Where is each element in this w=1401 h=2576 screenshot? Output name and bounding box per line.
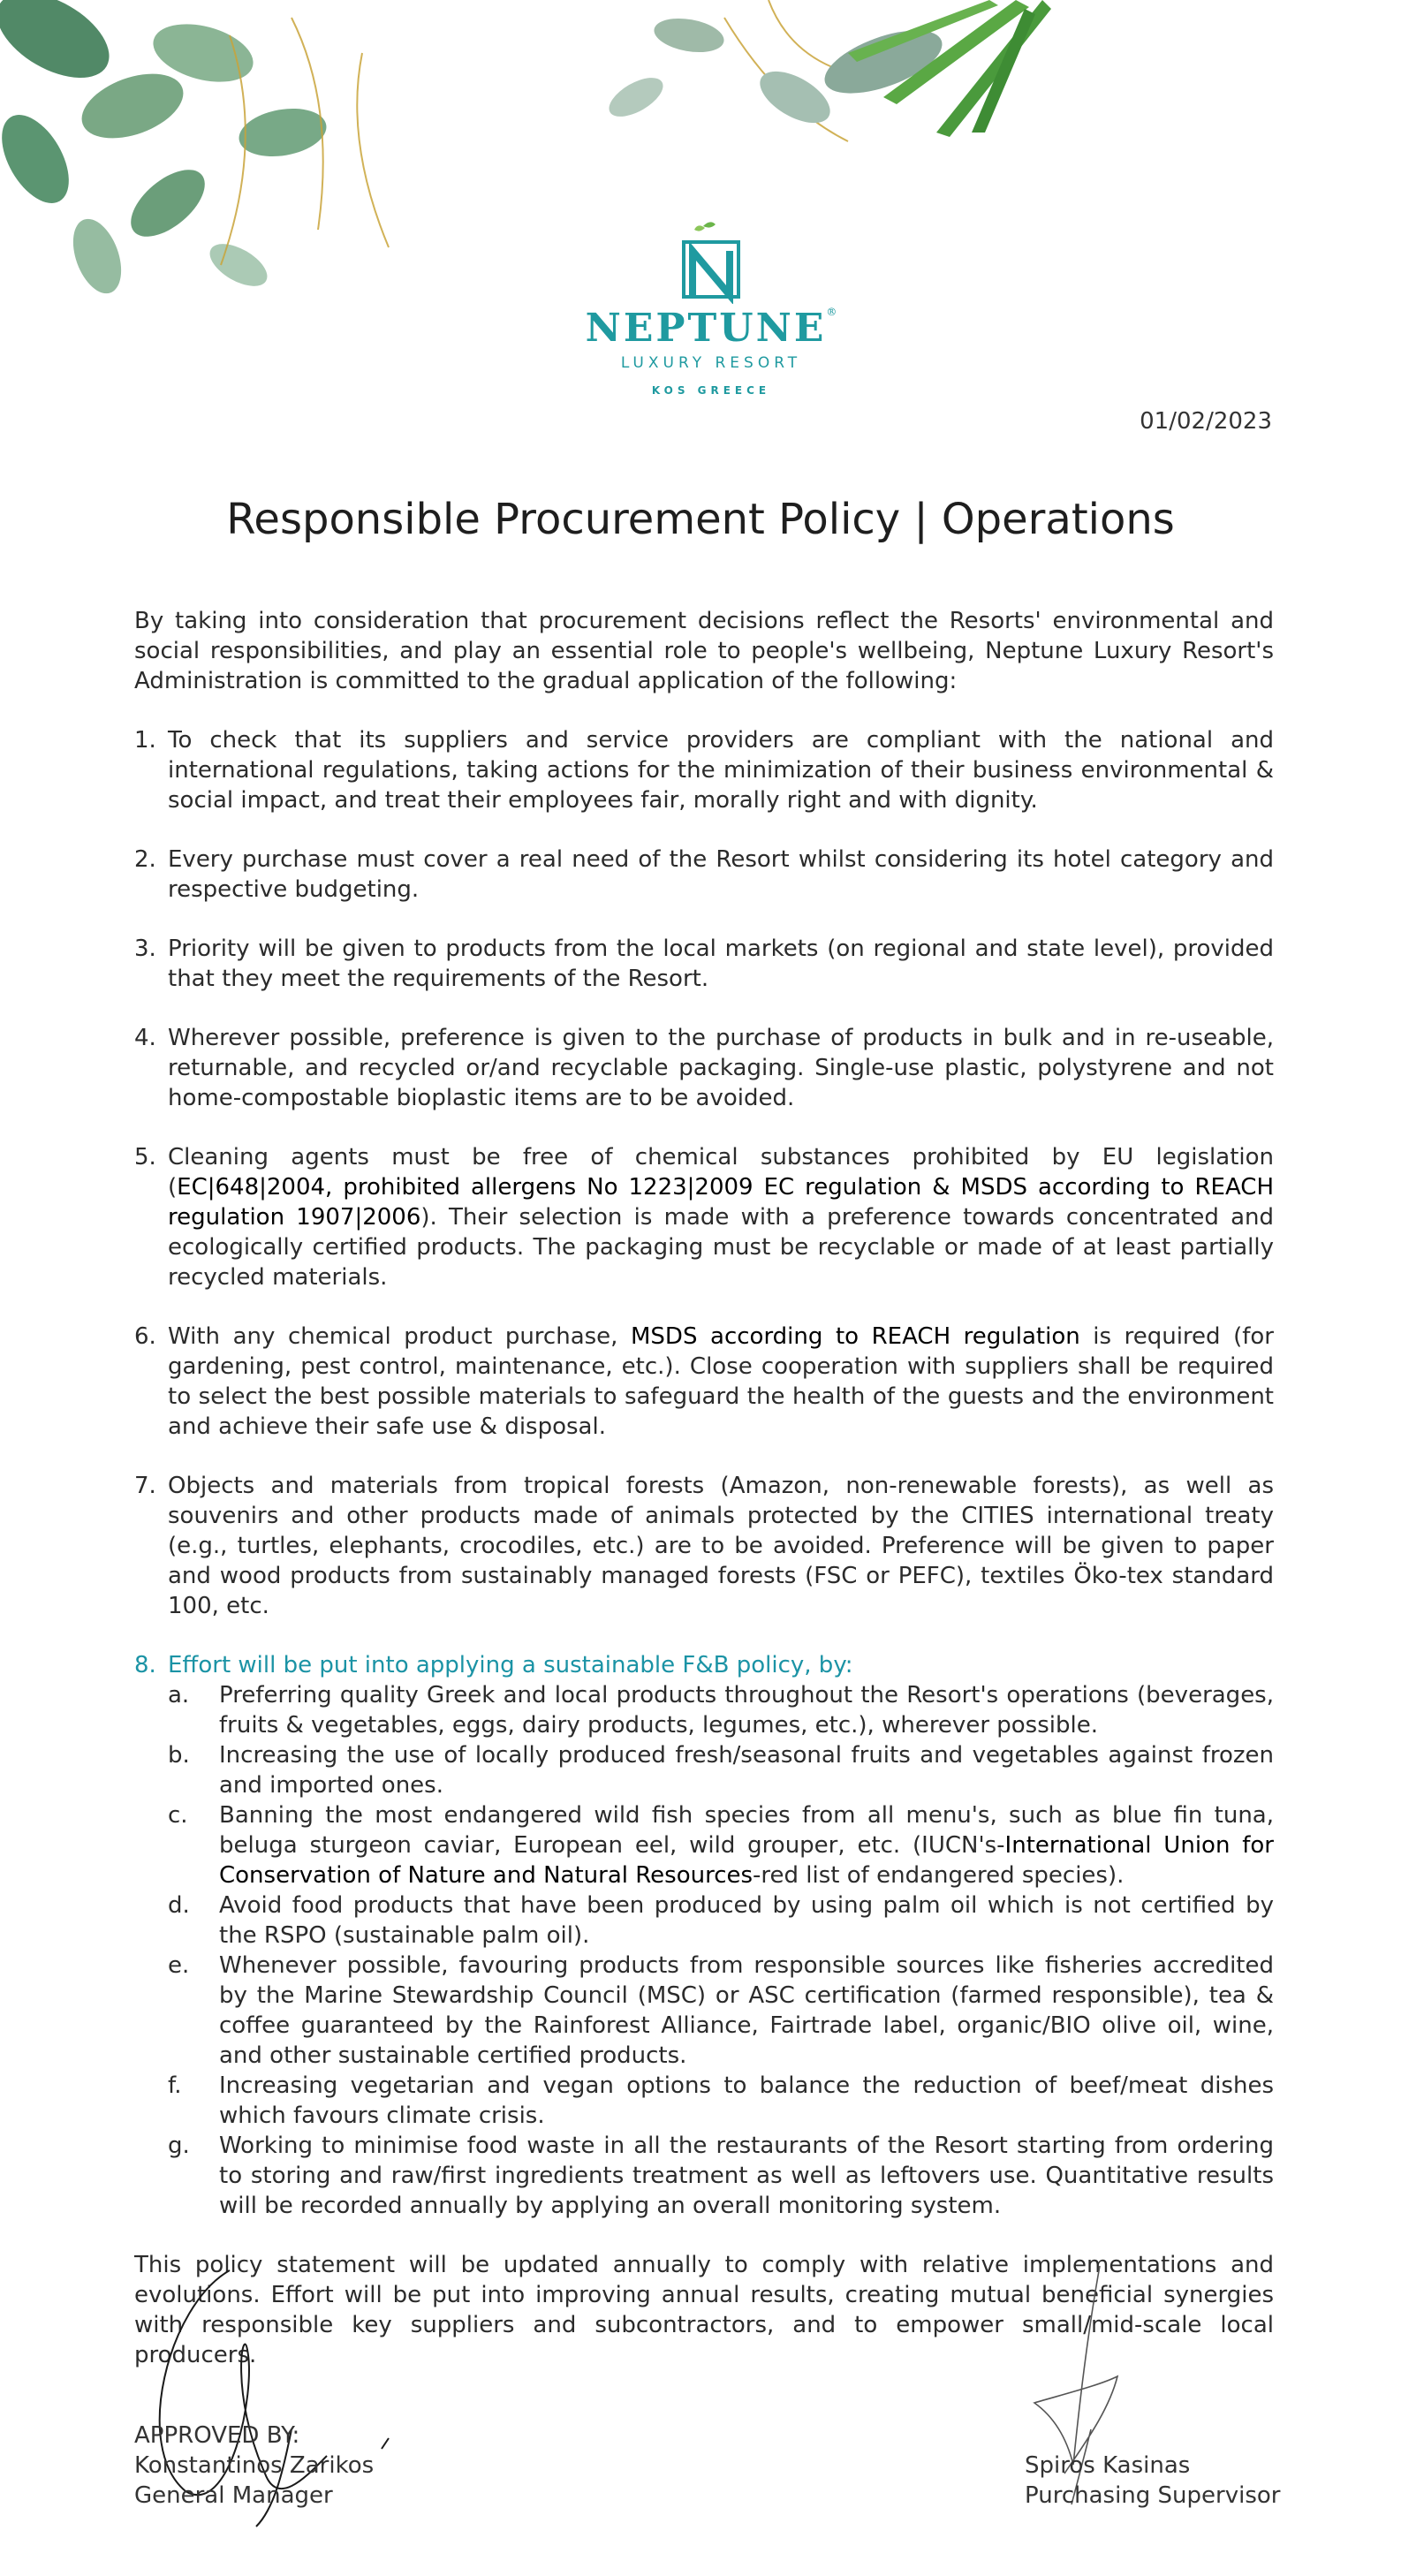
policy-item-text: Wherever possible, preference is given to the purchase of products in bulk and in re-useable, returnable, and recycled or/and recyclable packaging. Single-use plastic, polystyrene and not home-compostable bioplastic items are to be avoided. (168, 1025, 1274, 1111)
supervisor-role: Purchasing Supervisor (1025, 2482, 1281, 2509)
policy-item-6: 6. With any chemical product purchase, MSDS according to REACH regulation is required (for gardening, pest control, maintenance, etc.). Close cooperation with suppliers shall be required to select the best possible materials to safeguard the health of the guests and the environment and achieve their safe use & disposal. (134, 1323, 1274, 1440)
policy-item-8: 8. Effort will be put into applying a sustainable F&B policy, by: a. Preferring quality Greek and local products throughout the Resort's operations (beverages, fruits & vegetables, eggs, dairy products, legumes, etc.), wherever possible. b. Increasing the use of locally produced fresh/seasonal fruits and vegetables against frozen and imported ones. c. Banning the most endangered wild fish species from all menu's, such as blue fin tuna, beluga sturgeon caviar, European eel, wild grouper, etc. (IUCN's-International Union for Conservation of Nature and Natural Resources-red list of endangered species). d. Avoid food products that have been produced by using palm oil which is not certified by the RSPO (sustainable palm oil). e. Whenever possible, favouring products from responsible sources like fisheries accredited by the Marine Stewardship Council (MSC) or ASC certification (farmed responsible), tea & coffee guaranteed by the Rainforest Alliance, Fairtrade label, organic/BIO olive oil, wine, and other sustainable certified products. f. Increasing vegetarian and vegan options to balance the reduction of beef/meat dishes which favours climate crisis. g. Working to minimise food waste in all the restaurants of the Resort starting from ordering to storing and raw/first ingredients treatment as well as leftovers use. Quantitative results will be recorded annually by applying an overall monitoring system. (134, 1652, 1274, 2219)
closing-paragraph: This policy statement will be updated annually to comply with relative implementations and evolutions. Effort will be put into improving annual results, creating mutual beneficial synergies with responsible key suppliers and subcontractors, and to empower small/mid-scale local producers. (134, 2252, 1274, 2368)
policy-item-7: 7. Objects and materials from tropical forests (Amazon, non-renewable forests), as well as souvenirs and other products made of animals protected by the CITIES international treaty (e.g., turtles, elephants, crocodiles, etc.) are to be avoided. Preference will be given to paper and wood products from sustainably managed forests (FSC or PEFC), textiles Öko-tex standard 100, etc. (134, 1473, 1274, 1619)
fb-subitem-d: d. Avoid food products that have been produced by using palm oil which is not certified by the RSPO (sustainable palm oil). (168, 1892, 1274, 1949)
fb-policy-sublist (168, 1680, 1274, 2221)
fb-subitem-c: c. Banning the most endangered wild fish species from all menu's, such as blue fin tuna, beluga sturgeon caviar, European eel, wild grouper, etc. (IUCN's-International Union for Conservation of Nature and Natural Resources-red list of endangered species). (168, 1802, 1274, 1889)
policy-item-text: Priority will be given to products from the local markets (on regional and state level), provided that they meet the requirements of the Resort. (168, 936, 1274, 992)
iucn-reference: International Union for Conservation of Nature and Natural Resources (219, 1832, 1274, 1889)
fb-subitem-g: g. Working to minimise food waste in all the restaurants of the Resort starting from ordering to storing and raw/first ingredients treatment as well as leftovers use. Quantitative results will be recorded annually by applying an overall monitoring system. (168, 2133, 1274, 2219)
brand-subtitle: LUXURY RESORT (620, 354, 802, 372)
supervisor-name: Spiros Kasinas (1025, 2452, 1191, 2479)
policy-item-3: 3. Priority will be given to products from the local markets (on regional and state level), provided that they meet the requirements of the Resort. (134, 936, 1274, 992)
neptune-logo (565, 219, 857, 397)
neptune-n-icon (671, 219, 751, 304)
approver-block (134, 2421, 374, 2511)
policy-item-text: Every purchase must cover a real need of the Resort whilst considering its hotel category and respective budgeting. (168, 846, 1274, 903)
page-title: Responsible Procurement Policy | Operations (226, 495, 1175, 544)
policy-item-text: Objects and materials from tropical forests (Amazon, non-renewable forests), as well as souvenirs and other products made of animals protected by the CITIES international treaty (e.g., turtles, elephants, crocodiles, etc.) are to be avoided. Preference will be given to paper and wood products from sustainably managed forests (FSC or PEFC), textiles Öko-tex standard 100, etc. (168, 1473, 1274, 1619)
approved-by-label: APPROVED BY: (134, 2422, 300, 2449)
document-date: 01/02/2023 (1140, 408, 1272, 435)
regulation-reference: MSDS according to REACH regulation (631, 1323, 1080, 1350)
fb-subitem-b: b. Increasing the use of locally produced fresh/seasonal fruits and vegetables against frozen and imported ones. (168, 1742, 1274, 1799)
fb-subitem-f: f. Increasing vegetarian and vegan options to balance the reduction of beef/meat dishes which favours climate crisis. (168, 2072, 1274, 2129)
fb-subitem-a: a. Preferring quality Greek and local products throughout the Resort's operations (beverages, fruits & vegetables, eggs, dairy products, legumes, etc.), wherever possible. (168, 1682, 1274, 1739)
approver-role: General Manager (134, 2482, 333, 2509)
intro-paragraph: By taking into consideration that procurement decisions reflect the Resorts' environmental and social responsibilities, and play an essential role to people's wellbeing, Neptune Luxury Resort's Administration is committed to the gradual application of the following: (134, 608, 1274, 694)
brand-location: KOS GREECE (651, 384, 771, 397)
policy-item-2: 2. Every purchase must cover a real need of the Resort whilst considering its hotel category and respective budgeting. (134, 846, 1274, 903)
fb-subitem-e: e. Whenever possible, favouring products from responsible sources like fisheries accredited by the Marine Stewardship Council (MSC) or ASC certification (farmed responsible), tea & coffee guaranteed by the Rainforest Alliance, Fairtrade label, organic/BIO olive oil, wine, and other sustainable certified products. (168, 1952, 1274, 2069)
supervisor-block (1025, 2451, 1280, 2511)
policy-list (134, 725, 1274, 2221)
policy-item-1: 1. To check that its suppliers and service providers are compliant with the national and international regulations, taking actions for the minimization of their business environmental & social impact, and treat their employees fair, morally right and with dignity. (134, 727, 1274, 814)
policy-body (134, 606, 1274, 2370)
fb-policy-lead: Effort will be put into applying a sustainable F&B policy, by: (168, 1652, 853, 1678)
policy-item-5: 5. Cleaning agents must be free of chemical substances prohibited by EU legislation (EC|648|2004, prohibited allergens No 1223|2009 EC regulation & MSDS according to REACH regulation 1907|2006). Their selection is made with a preference towards concentrated and ecologically certified products. The packaging must be recyclable or made of at least partially recycled materials. (134, 1144, 1274, 1291)
policy-item-4: 4. Wherever possible, preference is given to the purchase of products in bulk and in re-useable, returnable, and recycled or/and recyclable packaging. Single-use plastic, polystyrene and not home-compostable bioplastic items are to be avoided. (134, 1025, 1274, 1111)
brand-name: NEPTUNE® (585, 306, 837, 351)
regulation-reference: EC|648|2004, prohibited allergens No 1223|2009 EC regulation & MSDS according to REACH regulation 1907|2006 (168, 1174, 1274, 1231)
approver-name: Konstantinos Zarikos (134, 2452, 375, 2479)
policy-item-text: To check that its suppliers and service providers are compliant with the national and international regulations, taking actions for the minimization of their business environmental & social impact, and treat their employees fair, morally right and with dignity. (168, 727, 1274, 814)
